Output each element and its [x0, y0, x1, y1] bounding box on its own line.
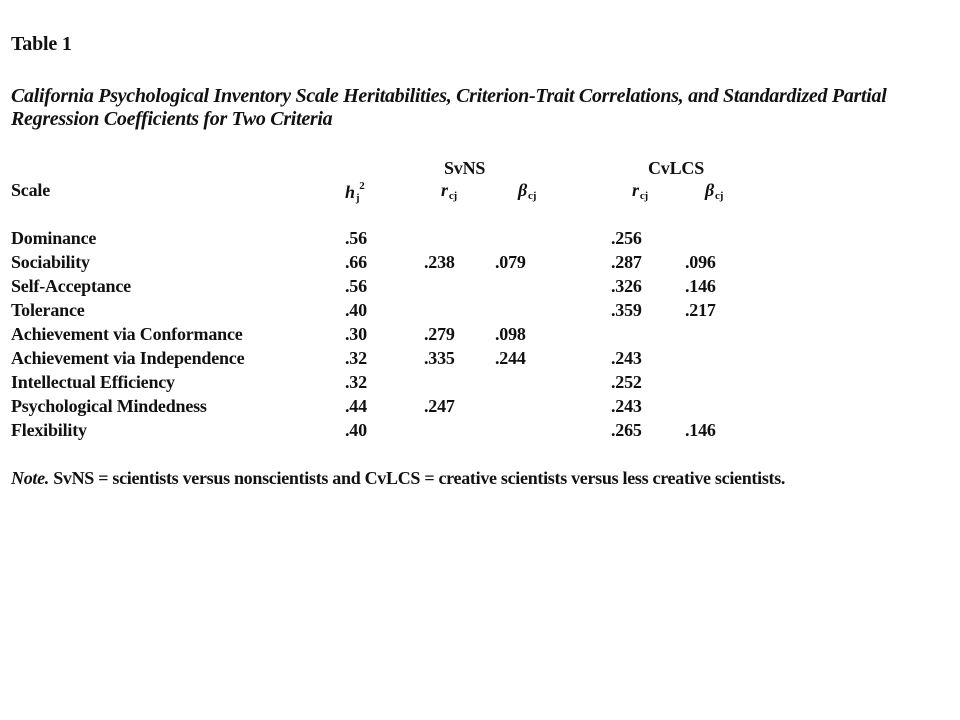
cell-cvlcs-r: .326: [611, 276, 642, 296]
column-header-svns-r: [441, 180, 457, 202]
cell-heritability: .32: [345, 372, 367, 392]
beta-subscript: cj: [715, 190, 724, 202]
cell-cvlcs-beta: .217: [685, 300, 716, 320]
cell-svns-r: .335: [424, 348, 455, 368]
cell-scale: Sociability: [11, 252, 90, 272]
cell-scale: Achievement via Conformance: [11, 324, 243, 344]
cell-cvlcs-r: .287: [611, 252, 642, 272]
beta-symbol: β: [705, 180, 715, 200]
cell-scale: Intellectual Efficiency: [11, 372, 175, 392]
cell-heritability: .32: [345, 348, 367, 368]
h-symbol: h: [345, 182, 355, 202]
r-subscript: cj: [448, 190, 457, 202]
cell-svns-beta: .244: [495, 348, 526, 368]
cell-svns-r: .247: [424, 396, 455, 416]
cell-cvlcs-r: .243: [611, 396, 642, 416]
column-header-svns-beta: [518, 180, 536, 202]
table-label: Table 1: [11, 33, 72, 55]
r-subscript: cj: [639, 190, 648, 202]
group-header-cvlcs: CvLCS: [648, 158, 705, 178]
cell-cvlcs-r: .265: [611, 420, 642, 440]
h-subscript: j: [355, 192, 360, 204]
table-title: [11, 85, 951, 131]
cell-scale: Dominance: [11, 228, 97, 248]
cell-heritability: .40: [345, 300, 367, 320]
cell-heritability: .30: [345, 324, 367, 344]
note-text: SvNS = scientists versus nonscientists and CvLCS = creative scientists versus less creative scientists.: [49, 468, 786, 488]
cell-svns-r: .279: [424, 324, 455, 344]
cell-svns-beta: .098: [495, 324, 526, 344]
cell-cvlcs-r: .359: [611, 300, 642, 320]
column-header-cvlcs-beta: [705, 180, 723, 202]
cell-heritability: .40: [345, 420, 367, 440]
beta-subscript: cj: [528, 190, 537, 202]
column-header-cvlcs-r: [632, 180, 648, 202]
h-superscript: 2: [359, 180, 365, 192]
cell-cvlcs-beta: .146: [685, 420, 716, 440]
cell-cvlcs-r: .252: [611, 372, 642, 392]
cell-cvlcs-r: .243: [611, 348, 642, 368]
cell-heritability: .56: [345, 276, 367, 296]
cell-scale: Self-Acceptance: [11, 276, 131, 296]
beta-symbol: β: [518, 180, 528, 200]
table-title-line-2: Regression Coefficients for Two Criteria: [11, 108, 333, 130]
cell-heritability: .66: [345, 252, 367, 272]
column-header-scale: Scale: [11, 180, 50, 200]
cell-svns-beta: .079: [495, 252, 526, 272]
r-symbol: r: [632, 180, 639, 200]
cell-heritability: .56: [345, 228, 367, 248]
cell-scale: Achievement via Independence: [11, 348, 245, 368]
cell-scale: Psychological Mindedness: [11, 396, 207, 416]
cell-svns-r: .238: [424, 252, 455, 272]
cell-cvlcs-r: .256: [611, 228, 642, 248]
table-note: [11, 468, 785, 489]
table-title-line-1: California Psychological Inventory Scale Heritabilities, Criterion-Trait Correlations, and Standardized Partial: [11, 85, 887, 107]
column-header-heritability: [345, 180, 365, 204]
r-symbol: r: [441, 180, 448, 200]
note-label: Note.: [11, 468, 49, 488]
cell-cvlcs-beta: .146: [685, 276, 716, 296]
cell-cvlcs-beta: .096: [685, 252, 716, 272]
group-header-svns: SvNS: [444, 158, 486, 178]
cell-scale: Flexibility: [11, 420, 87, 440]
cell-heritability: .44: [345, 396, 367, 416]
cell-scale: Tolerance: [11, 300, 85, 320]
